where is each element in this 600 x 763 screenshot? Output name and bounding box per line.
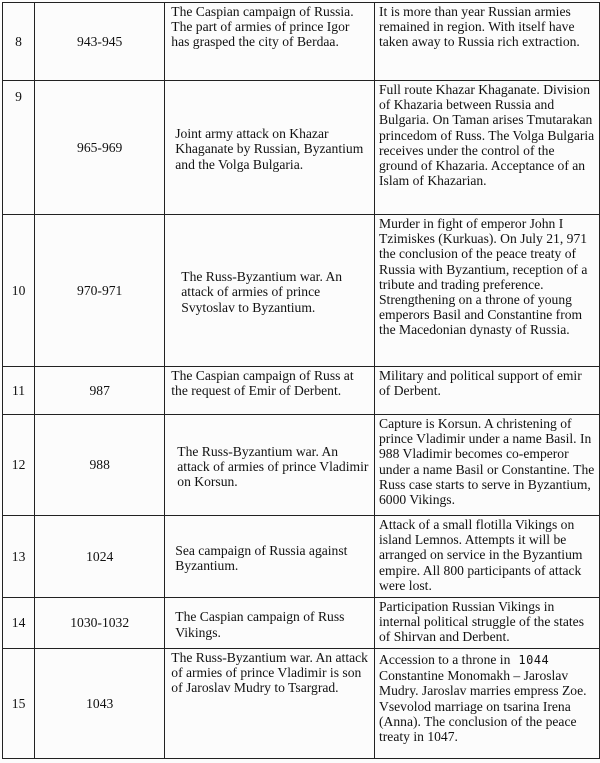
result-lead-text: Accession to a throne in	[379, 652, 511, 667]
row-result: Capture is Korsun. A christening of prince Vladimir under a name Basil. In 988 Vladimir becomes co-emperor under a name Basil or Constantine. The Russ case starts to serve in Byzantium, 6000 Vikings.	[375, 415, 600, 516]
row-result: Full route Khazar Khaganate. Division of Khazaria between Russia and Bulgaria. On Taman arises Tmutarakan princedom of Russ. The Volga Bulgaria receives under the control of the ground of Khazaria. Acceptance of an Islam of Khazarian.	[375, 81, 600, 215]
row-result: Murder in fight of emperor John I Tzimiskes (Kurkuas). On July 21, 971 the conclusion of the peace treaty of Russia with Byzantium, reception of a tribute and trading preference. Strengthening on a throne of young emperors Basil and Constantine from the Macedonian dynasty of Russia.	[375, 215, 600, 367]
row-date: 1030-1032	[35, 598, 165, 649]
row-date: 988	[35, 415, 165, 516]
row-event: The Caspian campaign of Russ at the request of Emir of Derbent.	[165, 367, 375, 415]
row-event: The Russ-Byzantium war. An attack of armies of prince Vladimir is son of Jaroslav Mudry to Tsargrad.	[165, 649, 375, 759]
row-number: 11	[3, 367, 35, 415]
row-number: 10	[3, 215, 35, 367]
row-number: 13	[3, 516, 35, 598]
row-event: The Russ-Byzantium war. An attack of armies of prince Svytoslav to Byzantium.	[165, 215, 375, 367]
table-row	[3, 415, 600, 516]
row-date: 1024	[35, 516, 165, 598]
table-row	[3, 81, 600, 215]
row-date: 943-945	[35, 3, 165, 81]
row-number: 8	[3, 3, 35, 81]
row-event: The Russ-Byzantium war. An attack of armies of prince Vladimir on Korsun.	[165, 415, 375, 516]
row-event: Sea campaign of Russia against Byzantium.	[165, 516, 375, 598]
row-event: Joint army attack on Khazar Khaganate by Russian, Byzantium and the Volga Bulgaria.	[165, 81, 375, 215]
row-date: 1043	[35, 649, 165, 759]
row-event: The Caspian campaign of Russ Vikings.	[165, 598, 375, 649]
history-table	[2, 2, 600, 759]
table-row	[3, 598, 600, 649]
row-date: 987	[35, 367, 165, 415]
row-number: 9	[3, 81, 35, 215]
handwritten-year-note: 1044	[518, 653, 550, 667]
table-row	[3, 215, 600, 367]
table-row	[3, 516, 600, 598]
row-result: It is more than year Russian armies remained in region. With itself have taken away to Russia rich extraction.	[375, 3, 600, 81]
row-number: 15	[3, 649, 35, 759]
row-number: 14	[3, 598, 35, 649]
table-row	[3, 367, 600, 415]
row-event: The Caspian campaign of Russia. The part of armies of prince Igor has grasped the city of Berdaa.	[165, 3, 375, 81]
row-result	[375, 649, 600, 759]
row-result: Attack of a small flotilla Vikings on island Lemnos. Attempts it will be arranged on service in the Byzantium empire. All 800 participants of attack were lost.	[375, 516, 600, 598]
row-result: Military and political support of emir of Derbent.	[375, 367, 600, 415]
result-rest-text: Constantine Monomakh – Jaroslav Mudry. Jaroslav marries empress Zoe. Vsevolod marriage on tsarina Irena (Anna). The conclusion of the peace treaty in 1047.	[379, 668, 587, 745]
table-row	[3, 3, 600, 81]
table-row	[3, 649, 600, 759]
row-date: 970-971	[35, 215, 165, 367]
row-result: Participation Russian Vikings in internal political struggle of the states of Shirvan and Derbent.	[375, 598, 600, 649]
row-number: 12	[3, 415, 35, 516]
row-date: 965-969	[35, 81, 165, 215]
